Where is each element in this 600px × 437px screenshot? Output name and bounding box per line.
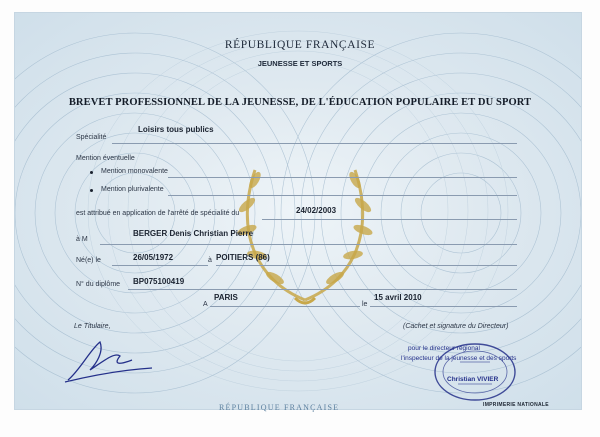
issued-city: PARIS xyxy=(214,293,238,302)
born-label: Né(e) le xyxy=(76,257,101,264)
diploma-value: BP075100419 xyxy=(133,277,185,286)
diploma-label: N° du diplôme xyxy=(76,281,121,288)
director-line-2: l'inspecteur de la jeunesse et des sports xyxy=(401,355,517,362)
born-place-line xyxy=(216,265,517,266)
mention-label: Mention éventuelle xyxy=(76,155,135,162)
official-stamp xyxy=(430,340,520,404)
arrete-label: est attribué en application de l'arrêté de spécialité du xyxy=(76,210,240,217)
arrete-value: 24/02/2003 xyxy=(296,206,337,215)
born-date-line xyxy=(112,265,208,266)
director-label: (Cachet et signature du Directeur) xyxy=(403,323,509,330)
director-name: Christian VIVIER xyxy=(447,376,499,383)
mono-line xyxy=(168,177,517,178)
holder-signature xyxy=(60,330,160,390)
pluri-line xyxy=(168,195,517,196)
footer-imprint: IMPRIMERIE NATIONALE xyxy=(483,402,549,408)
header-republic: RÉPUBLIQUE FRANÇAISE xyxy=(224,39,376,51)
pluri-bullet xyxy=(90,189,93,192)
arrete-line xyxy=(262,219,517,220)
footer-republic: RÉPUBLIQUE FRANÇAISE xyxy=(219,403,340,412)
diploma-line xyxy=(128,289,517,290)
mono-bullet xyxy=(90,171,93,174)
born-date: 26/05/1972 xyxy=(133,253,174,262)
pluri-label: Mention plurivalente xyxy=(101,186,164,193)
laurel-wreath-emblem xyxy=(225,130,385,310)
speciality-value: Loisirs tous publics xyxy=(138,125,214,134)
speciality-label: Spécialité xyxy=(76,134,107,141)
born-at-label: à xyxy=(208,257,212,264)
holder-label: Le Titulaire, xyxy=(74,323,111,330)
speciality-line xyxy=(112,143,517,144)
issued-date-line xyxy=(370,306,517,307)
mono-label: Mention monovalente xyxy=(101,168,168,175)
name-label: à M xyxy=(76,236,88,243)
header-ministry: JEUNESSE ET SPORTS xyxy=(257,59,343,68)
issued-date: 15 avril 2010 xyxy=(374,293,422,302)
name-value: BERGER Denis Christian Pierre xyxy=(133,229,254,238)
director-line-1: pour le directeur régional xyxy=(408,345,480,352)
diploma-title: BREVET PROFESSIONNEL DE LA JEUNESSE, DE L'ÉDUCATION POPULAIRE ET DU SPORT xyxy=(68,97,532,108)
issued-city-line xyxy=(210,306,360,307)
issued-on-label: le xyxy=(362,301,368,308)
born-place: POITIERS (86) xyxy=(216,253,270,262)
name-line xyxy=(100,244,517,245)
issued-at-label: A xyxy=(203,301,208,308)
